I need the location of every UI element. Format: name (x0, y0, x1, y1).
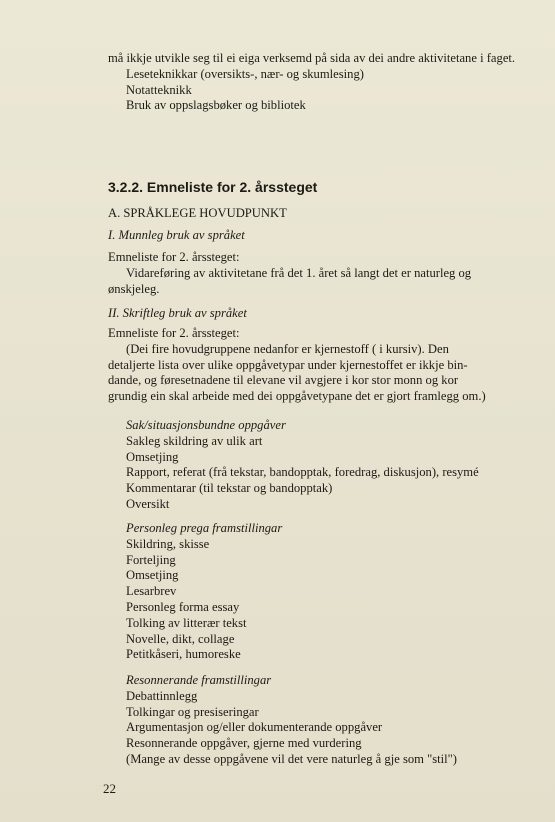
group-personleg (108, 521, 536, 663)
group-title: Resonnerande framstillingar (126, 673, 272, 687)
group-title: Sak/situasjonsbundne oppgåver (126, 418, 286, 432)
list-item: Oversikt (126, 496, 170, 511)
intro-paragraph: må ikkje utvikle seg til ei eiga verksemd på sida av dei andre aktivitetane i faget. (108, 51, 516, 65)
list-item: Tolkingar og presiseringar (126, 704, 259, 719)
list-item: Petitkåseri, humoreske (126, 647, 241, 662)
list-item: (Mange av desse oppgåvene vil det vere naturleg å gje som "stil") (126, 751, 457, 766)
list-item: Kommentarar (til tekstar og bandopptak) (126, 481, 333, 496)
group-title: Personleg prega framstillingar (126, 521, 283, 535)
paragraph: Vidareføring av aktivitetane frå det 1. året så langt det er naturleg og (126, 265, 472, 280)
list-item: Resonnerande oppgåver, gjerne med vurdering (126, 736, 362, 751)
list-item: Debattinnlegg (126, 688, 198, 703)
list-item: Omsetjing (126, 568, 179, 583)
list-item: Skildring, skisse (126, 536, 210, 551)
group-resonnerande (108, 673, 536, 768)
heading-I: I. Munnleg bruk av språket (108, 228, 245, 242)
list-item: Novelle, dikt, collage (126, 631, 235, 646)
section-heading: 3.2.2. Emneliste for 2. årssteget (108, 179, 318, 195)
section-II-body (108, 326, 518, 405)
intro-text (108, 51, 518, 114)
subsection-a: A. SPRÅKLEGE HOVUDPUNKT (108, 206, 287, 220)
paragraph-line: grundig ein skal arbeide med dei oppgåvetypane det er gjort framlegg om.) (108, 389, 486, 404)
list-item: Rapport, referat (frå tekstar, bandopptak, foredrag, diskusjon), resymé (126, 465, 479, 480)
list-item: Personleg forma essay (126, 599, 240, 614)
page-number: 22 (103, 781, 116, 796)
paragraph: ønskjeleg. (108, 281, 160, 296)
list-item: Argumentasjon og/eller dokumenterande oppgåver (126, 720, 383, 735)
label: Emneliste for 2. årssteget: (108, 250, 240, 264)
heading-II: II. Skriftleg bruk av språket (108, 306, 247, 320)
list-item: Forteljing (126, 552, 176, 567)
list-item: Leseteknikkar (oversikts-, nær- og skumlesing) (126, 66, 364, 81)
list-item: Bruk av oppslagsbøker og bibliotek (126, 98, 306, 113)
list-item: Sakleg skildring av ulik art (126, 433, 263, 448)
paragraph-line: detaljerte lista over ulike oppgåvetypar under kjernestoffet er ikkje bin- (108, 357, 468, 372)
label: Emneliste for 2. årssteget: (108, 326, 240, 340)
list-item: Tolking av litterær tekst (126, 615, 247, 630)
list-item: Lesarbrev (126, 584, 177, 599)
section-I-body (108, 250, 518, 297)
list-item: Omsetjing (126, 449, 179, 464)
paragraph-line: (Dei fire hovudgruppene nedanfor er kjernestoff ( i kursiv). Den (126, 341, 449, 356)
paragraph-line: dande, og føresetnadene til elevane vil avgjere i kor stor monn og kor (108, 373, 459, 388)
group-sak (108, 418, 536, 513)
list-item: Notatteknikk (126, 82, 192, 97)
